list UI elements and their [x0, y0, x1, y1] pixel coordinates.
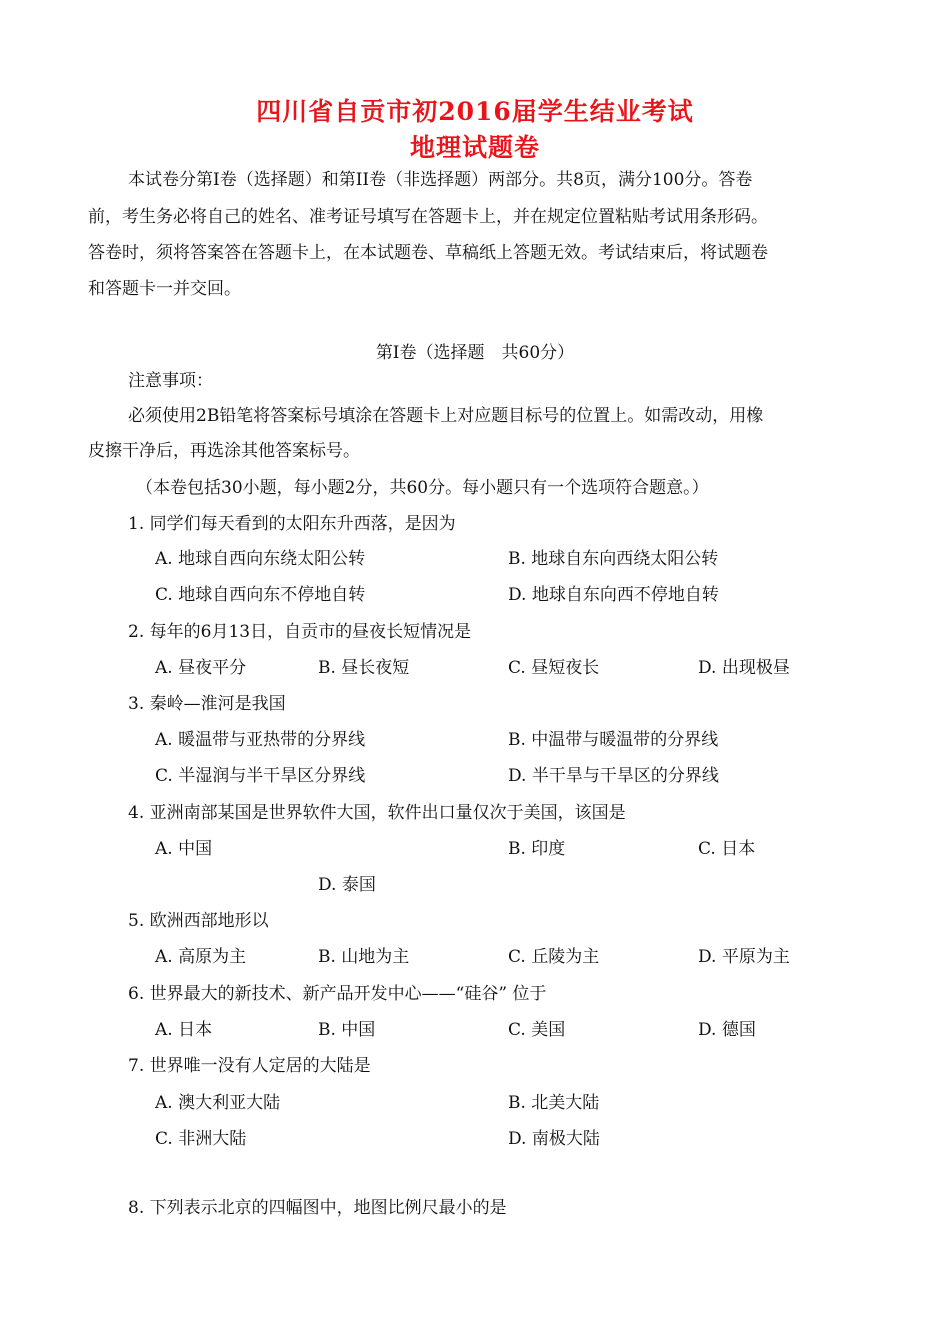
q2-option-d: D. 出现极昼 — [698, 658, 790, 678]
q1-option-d: D. 地球自东向西不停地自转 — [508, 585, 719, 605]
notice-line-2: 皮擦干净后，再选涂其他答案标号。 — [88, 441, 360, 461]
instructions: （本卷包括30小题，每小题2分，共60分。每小题只有一个选项符合题意。） — [136, 478, 709, 498]
exam-title: 四川省自贡市初2016届学生结业考试 — [256, 97, 694, 126]
q3-option-d: D. 半干旱与干旱区的分界线 — [508, 766, 719, 786]
q6-option-c: C. 美国 — [508, 1020, 566, 1040]
question-2-stem: 2. 每年的6月13日，自贡市的昼夜长短情况是 — [128, 622, 472, 642]
intro-line-1: 本试卷分第I卷（选择题）和第II卷（非选择题）两部分。共8页，满分100分。答卷 — [128, 170, 753, 190]
q2-option-c: C. 昼短夜长 — [508, 658, 600, 678]
intro-line-4: 和答题卡一并交回。 — [88, 279, 241, 299]
question-3-stem: 3. 秦岭—淮河是我国 — [128, 694, 286, 714]
q1-option-a: A. 地球自西向东绕太阳公转 — [155, 549, 366, 569]
q4-option-d: D. 泰国 — [318, 875, 376, 895]
q5-option-c: C. 丘陵为主 — [508, 947, 600, 967]
q3-option-c: C. 半湿润与半干旱区分界线 — [155, 766, 366, 786]
q5-option-d: D. 平原为主 — [698, 947, 790, 967]
q4-option-b: B. 印度 — [508, 839, 566, 859]
q1-option-b: B. 地球自东向西绕太阳公转 — [508, 549, 719, 569]
q2-option-b: B. 昼长夜短 — [318, 658, 410, 678]
q7-option-c: C. 非洲大陆 — [155, 1129, 247, 1149]
q7-option-b: B. 北美大陆 — [508, 1093, 600, 1113]
q6-option-a: A. 日本 — [155, 1020, 213, 1040]
q4-option-a: A. 中国 — [155, 839, 213, 859]
question-4-stem: 4. 亚洲南部某国是世界软件大国，软件出口量仅次于美国，该国是 — [128, 803, 626, 823]
q2-option-a: A. 昼夜平分 — [155, 658, 247, 678]
q6-option-d: D. 德国 — [698, 1020, 756, 1040]
q7-option-a: A. 澳大利亚大陆 — [155, 1093, 281, 1113]
notice-label: 注意事项： — [128, 371, 213, 391]
question-8-stem: 8. 下列表示北京的四幅图中，地图比例尺最小的是 — [128, 1198, 507, 1218]
question-6-stem: 6. 世界最大的新技术、新产品开发中心——“硅谷” 位于 — [128, 984, 547, 1004]
notice-line-1: 必须使用2B铅笔将答案标号填涂在答题卡上对应题目标号的位置上。如需改动，用橡 — [128, 406, 764, 426]
q5-option-b: B. 山地为主 — [318, 947, 410, 967]
exam-subtitle: 地理试题卷 — [409, 133, 540, 162]
intro-line-3: 答卷时，须将答案答在答题卡上，在本试题卷、草稿纸上答题无效。考试结束后，将试题卷 — [88, 243, 768, 263]
q7-option-d: D. 南极大陆 — [508, 1129, 600, 1149]
q1-option-c: C. 地球自西向东不停地自转 — [155, 585, 366, 605]
question-1-stem: 1. 同学们每天看到的太阳东升西落，是因为 — [128, 514, 456, 534]
q3-option-b: B. 中温带与暖温带的分界线 — [508, 730, 719, 750]
q3-option-a: A. 暖温带与亚热带的分界线 — [155, 730, 366, 750]
question-7-stem: 7. 世界唯一没有人定居的大陆是 — [128, 1056, 371, 1076]
q4-option-c: C. 日本 — [698, 839, 756, 859]
intro-line-2: 前，考生务必将自己的姓名、准考证号填写在答题卡上，并在规定位置粘贴考试用条形码。 — [88, 207, 768, 227]
section-title: 第I卷（选择题 共60分） — [375, 343, 575, 363]
q5-option-a: A. 高原为主 — [155, 947, 247, 967]
question-5-stem: 5. 欧洲西部地形以 — [128, 911, 269, 931]
q6-option-b: B. 中国 — [318, 1020, 376, 1040]
